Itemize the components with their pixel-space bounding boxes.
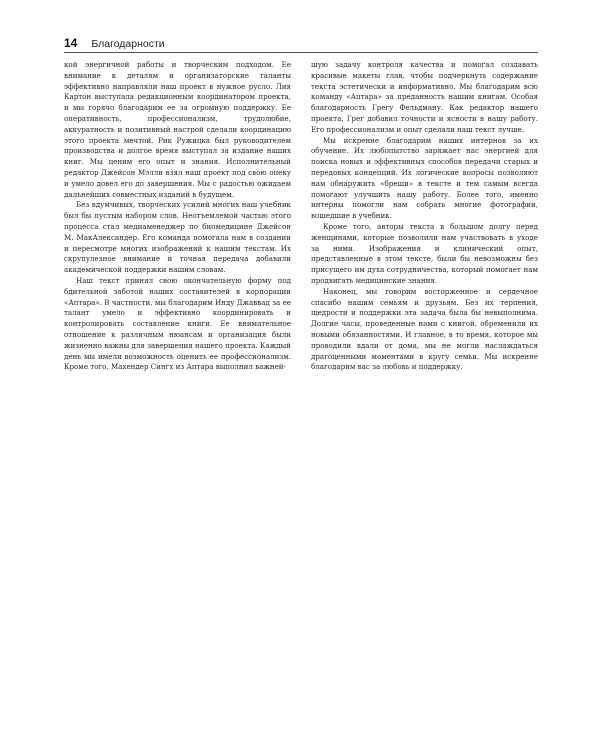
running-title: Благодарности [91,38,165,50]
paragraph: шую задачу контроля качества и помогал создавать красивые макеты глав, чтобы подчеркнуть содержание текста эстетически и информативно. Мы благодарим всю команду «Аптара» за преданность нашим книгам. Особая благодарность Грегу Фельдману. Как редактор нашего проекта, Грег добавил точности и ясности в нашу работу. Его профессионализм и опыт сделали наш текст лучше. [311,60,538,134]
paragraph: Наш текст принял свою окончательную форму под бдительной заботой наших составителей в корпорации «Аптара». В частности, мы благодарим Инду Джаввад за ее талант умело и эффективно координировать и контролировать составление книги. Ее внимательное отношение к различным нюансам и организация были жизненно важны для завершения нашего проекта. Каждый день мы имели возможность оценить ее профессионализм. Кроме того, Махендер Сингх из Аптара выполнил важней- [64,275,291,372]
page-header [64,36,165,50]
right-column [311,60,538,373]
header-rule [64,52,538,53]
paragraph: Наконец, мы говорим восторженное и сердечное спасибо нашим семьям и друзьям. Без их терпения, щедрости и поддержки эта задача была бы невыполнима. Долгие часы, проведенные нами с книгой, обременили их новыми обязанностями. И главное, в то время, которое мы проводили вдали от дома, мы не могли наслаждаться драгоценными моментами в кругу семьи. Мы искренне благодарим вас за любовь и поддержку. [311,286,538,372]
left-column [64,60,291,373]
paragraph: Мы искренне благодарим наших интернов за их обучение. Их любопытство заряжает нас энергией для поиска новых и эффективных способов передачи старых и передовых концепций. Их логические вопросы позволяют нам обнаружить «бреши» в тексте и тем самым всегда помогают улучшить нашу работу. Более того, именно интерны помогли нам собрать многие фотографии, вошедшие в учебник. [311,135,538,221]
page-number: 14 [64,36,78,50]
paragraph: кой энергичной работы и творческим подходом. Ее внимание к деталям и организаторские таланты эффективно направляли наш проект в нужное русло. Лия Картон выступала редакционным координатором проекта, и мы горячо благодарим ее за огромную поддержку. Ее оперативность, профессионализм, трудолюбие, аккуратность и позитивный настрой сделали координацию этого проекта мечтой. Рик Ружицка был руководителем производства и долгое время выступал за издание наших книг. Мы ценим его опыт и знания. Исполнительный редактор Джейсон Мэлли взял наш проект под свою опеку и умело довел его до завершения. Мы с радостью ожидаем дальнейших совместных изданий в будущем. [64,60,291,199]
paragraph: Кроме того, авторы текста в большом долгу перед женщинами, которые позволили нам участвовать в уходе за ними. Изображения и клинический опыт, представленные в этом тексте, были бы невозможны без присущего им духа сотрудничества, который помогает нам продвигать медицинские знания. [311,221,538,285]
paragraph: Без вдумчивых, творческих усилий многих наш учебник был бы пустым набором слов. Неотъемлемой частью этого процесса стал медиаменеджер по биомедицине Джейсон М. МакАлександер. Его команда помогала нам в создании и пересмотре многих изображений к нашим текстам. Их скрупулезное внимание и точная передача добавили академической поддержки нашим словам. [64,200,291,275]
text-columns [64,60,538,373]
